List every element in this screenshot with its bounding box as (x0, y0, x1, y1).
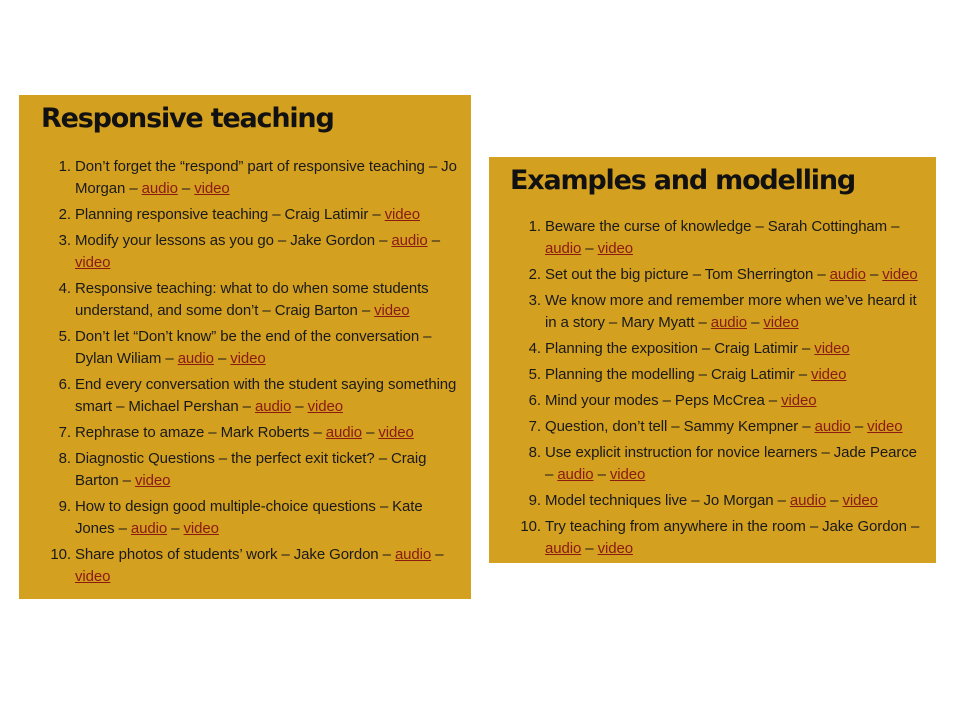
item-text: Mind your modes – Peps McCrea – (545, 392, 782, 409)
audio-link[interactable]: audio (141, 180, 178, 197)
responsive-teaching-title: Responsive teaching (41, 103, 334, 134)
link-separator: – (291, 398, 308, 415)
video-link[interactable]: video (134, 472, 171, 489)
audio-link[interactable]: audio (254, 398, 292, 415)
audio-link[interactable]: audio (130, 520, 168, 537)
audio-link[interactable]: audio (394, 546, 432, 563)
video-link[interactable]: video (811, 366, 847, 383)
audio-link[interactable]: audio (829, 266, 866, 283)
responsive-teaching-panel (19, 95, 471, 599)
link-separator: – (593, 466, 610, 483)
video-link[interactable]: video (183, 520, 219, 537)
video-link[interactable]: video (763, 314, 799, 331)
item-text: Use explicit instruction for novice learners – Jade Pearce – (545, 444, 917, 483)
link-separator: – (865, 266, 883, 283)
list-item (545, 390, 922, 412)
list-item (75, 278, 457, 322)
link-separator: – (581, 540, 598, 557)
video-link[interactable]: video (609, 466, 646, 483)
examples-modelling-title: Examples and modelling (510, 165, 855, 196)
video-link[interactable]: video (378, 424, 414, 441)
list-item (545, 216, 922, 260)
audio-link[interactable]: audio (710, 314, 747, 331)
audio-link[interactable]: audio (545, 240, 582, 257)
audio-link[interactable]: audio (391, 232, 428, 249)
audio-link[interactable]: audio (789, 492, 827, 509)
list-item (545, 264, 922, 286)
item-text: Try teaching from anywhere in the room – Jake Gordon – (545, 518, 920, 535)
responsive-teaching-list (41, 156, 457, 588)
item-text: Don’t let “Don’t know” be the end of the conversation – Dylan Wiliam – (75, 328, 432, 367)
video-link[interactable]: video (307, 398, 343, 415)
audio-link[interactable]: audio (545, 540, 582, 557)
list-item (545, 516, 922, 560)
item-text: Planning responsive teaching – Craig Latimir – (75, 206, 385, 223)
link-separator: – (826, 492, 843, 509)
video-link[interactable]: video (230, 350, 266, 367)
item-text: Responsive teaching: what to do when some students understand, and some don’t – Craig Barton – (75, 280, 429, 319)
list-item (75, 374, 457, 418)
link-separator: – (747, 314, 764, 331)
link-separator: – (362, 424, 379, 441)
list-item (75, 326, 457, 370)
item-text: Planning the exposition – Craig Latimir – (545, 340, 815, 357)
link-separator: – (850, 418, 868, 435)
link-separator: – (581, 240, 598, 257)
link-separator: – (213, 350, 231, 367)
item-text: Beware the curse of knowledge – Sarah Cottingham – (545, 218, 900, 235)
video-link[interactable]: video (384, 206, 421, 223)
link-separator: – (431, 546, 444, 563)
list-item (545, 290, 922, 334)
audio-link[interactable]: audio (557, 466, 594, 483)
list-item (545, 490, 922, 512)
list-item (545, 338, 922, 360)
list-item (75, 544, 457, 588)
video-link[interactable]: video (75, 568, 111, 585)
item-text: Set out the big picture – Tom Sherrington – (545, 266, 830, 283)
link-separator: – (177, 180, 195, 197)
video-link[interactable]: video (374, 302, 410, 319)
item-text: Share photos of students’ work – Jake Gordon – (75, 546, 395, 563)
item-text: Don’t forget the “respond” part of responsive teaching – Jo Morgan – (75, 158, 457, 197)
video-link[interactable]: video (597, 540, 633, 557)
audio-link[interactable]: audio (177, 350, 214, 367)
item-text: We know more and remember more when we’ve heard it in a story – Mary Myatt – (545, 292, 917, 331)
item-text: Model techniques live – Jo Morgan – (545, 492, 790, 509)
examples-modelling-list (510, 216, 922, 560)
audio-link[interactable]: audio (325, 424, 362, 441)
link-separator: – (427, 232, 440, 249)
video-link[interactable]: video (867, 418, 903, 435)
item-text: Diagnostic Questions – the perfect exit ticket? – Craig Barton – (75, 450, 427, 489)
item-text: End every conversation with the student saying something smart – Michael Pershan – (75, 376, 457, 415)
list-item (545, 364, 922, 386)
list-item (545, 416, 922, 438)
video-link[interactable]: video (814, 340, 850, 357)
item-text: Planning the modelling – Craig Latimir – (545, 366, 812, 383)
list-item (75, 496, 457, 540)
list-item (75, 448, 457, 492)
video-link[interactable]: video (882, 266, 918, 283)
list-item (75, 422, 457, 444)
list-item (75, 230, 457, 274)
list-item (545, 442, 922, 486)
item-text: Modify your lessons as you go – Jake Gordon – (75, 232, 392, 249)
examples-modelling-panel (489, 157, 936, 563)
video-link[interactable]: video (194, 180, 230, 197)
item-text: Question, don’t tell – Sammy Kempner – (545, 418, 815, 435)
video-link[interactable]: video (781, 392, 817, 409)
video-link[interactable]: video (75, 254, 111, 271)
link-separator: – (167, 520, 184, 537)
video-link[interactable]: video (842, 492, 878, 509)
list-item (75, 204, 457, 226)
video-link[interactable]: video (597, 240, 633, 257)
item-text: Rephrase to amaze – Mark Roberts – (75, 424, 326, 441)
list-item (75, 156, 457, 200)
audio-link[interactable]: audio (814, 418, 851, 435)
item-text: How to design good multiple-choice questions – Kate Jones – (75, 498, 423, 537)
